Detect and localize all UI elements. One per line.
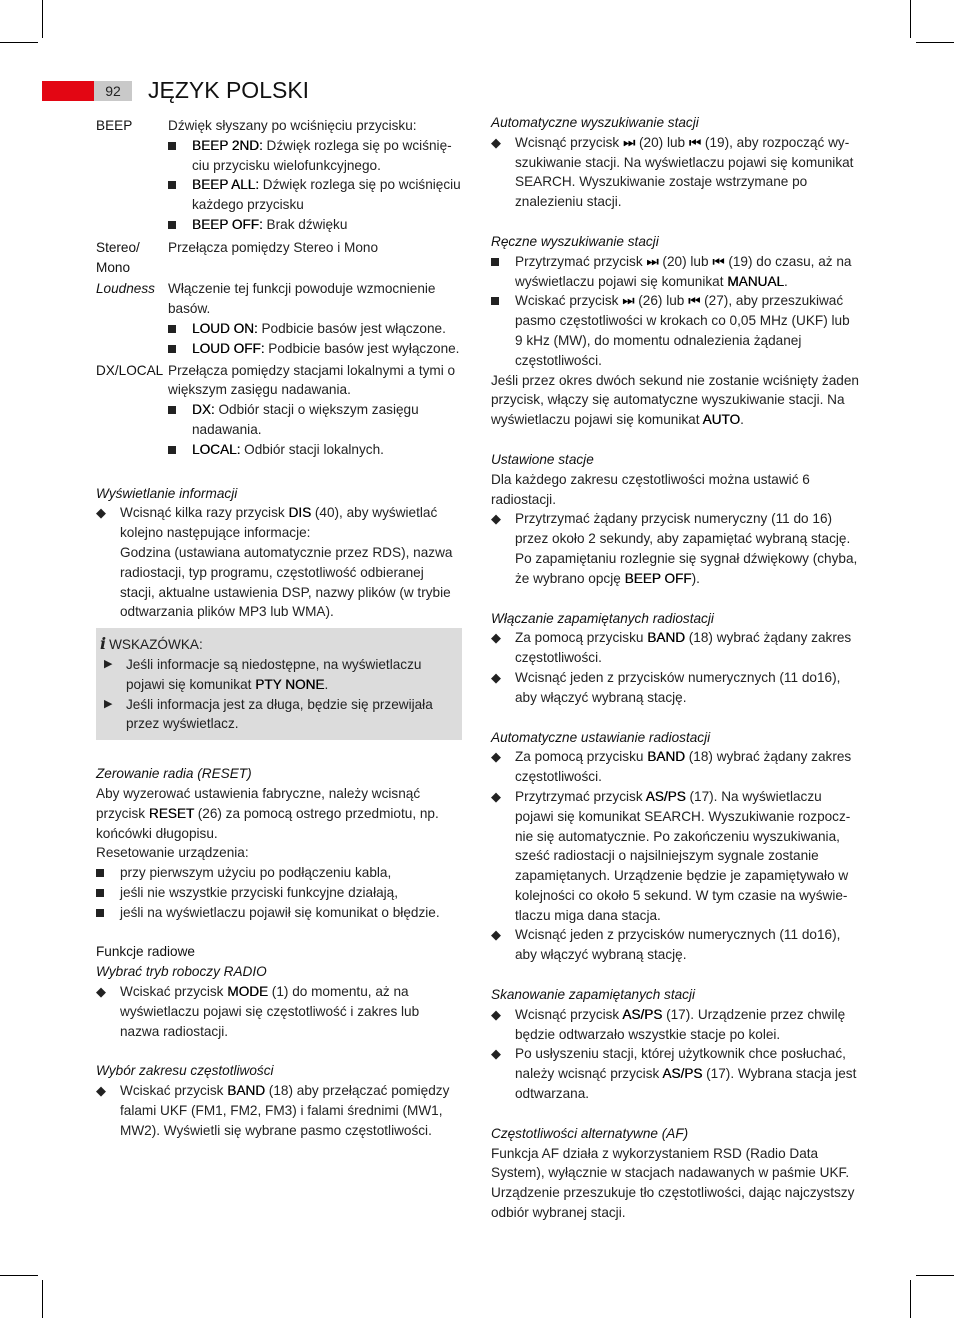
list-item bbox=[491, 252, 859, 292]
crop-mark bbox=[42, 1280, 43, 1318]
item-label: BEEP OFF: bbox=[192, 216, 263, 232]
item-text: . bbox=[324, 676, 329, 692]
para-text: Jeśli przez okres dwóch sekund nie zostanie wciśnięty żaden przycisk, włączy się automatyczne wyszukiwanie stacji. Na wyświetlaczu pojawi się komunikat bbox=[491, 372, 859, 428]
item-text: jeśli na wyświetlaczu pojawił się komunikat o błędzie. bbox=[120, 904, 440, 920]
item-text: ). bbox=[691, 570, 700, 586]
def-term: BEEP bbox=[96, 118, 133, 133]
section-title: Funkcje radiowe bbox=[96, 944, 195, 960]
right-column bbox=[491, 113, 859, 1223]
next-track-icon: ⏭ bbox=[646, 253, 659, 269]
key-label: AS/PS bbox=[622, 1006, 663, 1022]
def-term: DX/LOCAL bbox=[96, 362, 164, 378]
key-label: PTY NONE bbox=[255, 676, 325, 692]
key-label: BEEP OFF bbox=[624, 570, 692, 586]
hint-item bbox=[96, 655, 462, 695]
square-bullet-icon bbox=[491, 291, 511, 311]
item-text: Wcisnąć przycisk bbox=[515, 1006, 623, 1022]
def-term: Loudness bbox=[96, 281, 155, 297]
def-row bbox=[96, 361, 462, 460]
paragraph bbox=[491, 371, 859, 430]
list-item bbox=[168, 440, 462, 460]
square-bullet-icon bbox=[96, 863, 116, 883]
prev-track-icon: ⏮ bbox=[712, 253, 725, 269]
diamond-bullet-icon: ◆ bbox=[491, 927, 501, 943]
item-label: BEEP 2ND: bbox=[192, 137, 263, 153]
item-text: (17). Urządzenie przez chwilę będzie odtwarzało wszystkie stacje po kolei. bbox=[515, 1006, 846, 1042]
diamond-bullet-icon: ◆ bbox=[491, 788, 501, 804]
def-text: Włączenie tej funkcji powoduje wzmocnienie basów. bbox=[168, 281, 436, 317]
key-label: RESET bbox=[148, 805, 194, 821]
section-title: Zerowanie radia (RESET) bbox=[96, 766, 252, 782]
section-title: Wybór zakresu częstotliwości bbox=[96, 1063, 274, 1079]
crop-mark bbox=[910, 0, 911, 38]
item-text: Jeśli informacje są niedostępne, na wyświetlaczu pojawi się komunikat bbox=[126, 656, 422, 692]
item-text: Wciskać przycisk bbox=[515, 293, 623, 309]
list-item bbox=[491, 1044, 859, 1103]
square-bullet-icon bbox=[168, 136, 188, 156]
section-title: Ręczne wyszukiwanie stacji bbox=[491, 233, 659, 249]
square-bullet-icon bbox=[168, 339, 188, 359]
item-text: (20) lub bbox=[635, 134, 689, 150]
square-bullet-icon bbox=[168, 440, 188, 460]
item-text: Przytrzymać żądany przycisk numeryczny (11 do 16) przez około 2 sekundy, aby zapamiętać wybraną stację. Po zapamiętaniu rozlegnie się sygnał dźwiękowy (chyba, że wybrano opcję bbox=[515, 511, 858, 586]
square-bullet-icon bbox=[168, 319, 188, 339]
item-text: (19), aby rozpocząć wyszukiwanie stacji. Na wyświetlaczu pojawi się komunikat SEARCH. Wyszukiwanie zostaje wstrzymane po znalezieniu stacji. bbox=[515, 134, 854, 210]
section-title: Włączanie zapamiętanych radiostacji bbox=[491, 610, 714, 626]
list-item bbox=[491, 747, 859, 787]
item-label: BEEP ALL: bbox=[192, 177, 260, 193]
item-text: Brak dźwięku bbox=[262, 216, 348, 232]
list-item bbox=[491, 291, 859, 370]
list-item bbox=[168, 215, 462, 235]
list-item bbox=[96, 903, 462, 923]
key-label: AS/PS bbox=[662, 1066, 703, 1082]
def-text: Dźwięk słyszany po wciśnięciu przycisku: bbox=[168, 118, 417, 133]
list-item bbox=[168, 400, 462, 440]
def-body bbox=[168, 279, 462, 358]
section-title: Wyświetlanie informacji bbox=[96, 485, 238, 501]
item-text: . bbox=[783, 273, 788, 289]
hint-header bbox=[96, 634, 462, 655]
paragraph bbox=[96, 784, 462, 843]
crop-mark bbox=[910, 1280, 911, 1318]
list-item bbox=[168, 339, 462, 359]
section-title: Częstotliwości alternatywne (AF) bbox=[491, 1125, 689, 1141]
page-number: 92 bbox=[94, 81, 132, 101]
item-text: (18) wybrać żądany zakres częstotliwości. bbox=[515, 630, 852, 666]
list-item bbox=[96, 863, 462, 883]
next-track-icon: ⏭ bbox=[622, 293, 635, 309]
item-text: (17). Na wyświetlaczu pojawi się komunikat SEARCH. Wyszukiwanie rozpocznie się automatycznie. Po zakończeniu wyszukiwania, sześć radiostacji o najsilniejszym sygnale zostanie zapamiętanych. Urządzenie będzie je zapamiętywało w kolejności co około 5 sekund. W tym czasie na wyświetlaczu miga dana stacja. bbox=[515, 788, 851, 923]
paragraph: Dla każdego zakresu częstotliwości można ustawić 6 radiostacji. bbox=[491, 471, 810, 507]
crop-mark bbox=[0, 42, 38, 43]
def-body bbox=[168, 116, 462, 235]
item-text: (18) wybrać żądany zakres częstotliwości. bbox=[515, 749, 852, 785]
item-text: Odbiór stacji lokalnych. bbox=[240, 441, 384, 457]
key-label: DIS bbox=[288, 505, 312, 521]
diamond-bullet-icon: ◆ bbox=[491, 134, 501, 150]
item-text: Przytrzymać przycisk bbox=[515, 253, 647, 269]
def-body bbox=[168, 238, 462, 278]
diamond-bullet-icon: ◆ bbox=[96, 505, 106, 521]
prev-track-icon: ⏮ bbox=[688, 293, 701, 309]
def-row bbox=[96, 238, 462, 278]
list-item bbox=[491, 628, 859, 668]
diamond-bullet-icon: ◆ bbox=[491, 511, 501, 527]
item-text: (20) lub bbox=[658, 253, 713, 269]
item-text: Podbicie basów jest włączone. bbox=[257, 320, 446, 336]
item-label: LOUD OFF: bbox=[192, 340, 265, 356]
para-text: . bbox=[740, 412, 744, 428]
item-text: (40), aby wyświetlać kolejno następujące informacje: bbox=[120, 505, 438, 541]
crop-mark bbox=[0, 1275, 38, 1276]
diamond-bullet-icon: ◆ bbox=[491, 1006, 501, 1022]
prev-track-icon: ⏮ bbox=[688, 134, 702, 150]
square-bullet-icon bbox=[168, 215, 188, 235]
item-label: LOUD ON: bbox=[192, 320, 258, 336]
section-title: Automatyczne wyszukiwanie stacji bbox=[491, 115, 699, 130]
item-text: Odbiór stacji o większym zasięgu nadawania. bbox=[192, 402, 419, 437]
section-title: Skanowanie zapamiętanych stacji bbox=[491, 987, 696, 1003]
list-item bbox=[96, 982, 462, 1041]
item-text: (18) aby przełączać pomiędzy falami UKF (FM1, FM2, FM3) i falami średnimi (MW1, MW2). Wyświetli się wybrane pasmo częstotliwości. bbox=[120, 1083, 450, 1138]
item-text: (17). Wybrana stacja jest odtwarzana. bbox=[515, 1066, 857, 1102]
square-bullet-icon bbox=[168, 400, 188, 420]
square-bullet-icon bbox=[96, 883, 116, 903]
item-text: Dźwięk rozlega się po wciśnięciu przycisku wielofunkcyjnego. bbox=[192, 137, 452, 173]
key-label: MANUAL bbox=[727, 273, 784, 289]
item-text: Przytrzymać przycisk bbox=[515, 788, 646, 804]
key-label: BAND bbox=[647, 749, 685, 765]
item-text: Jeśli informacja jest za długa, będzie się przewijała przez wyświetlacz. bbox=[126, 696, 433, 732]
list-item bbox=[491, 133, 859, 212]
key-label: MODE bbox=[227, 984, 269, 1000]
section-title: Ustawione stacje bbox=[491, 451, 594, 467]
item-text: przy pierwszym użyciu po podłączeniu kabla, bbox=[120, 865, 392, 881]
list-item bbox=[491, 1005, 859, 1045]
square-bullet-icon bbox=[168, 175, 188, 195]
item-extra-text: Godzina (ustawiana automatycznie przez RDS), nazwa radiostacji, typ programu, częstotliwość odbieranej stacji, aktualne ustawienia DSP, nazwy plików (w trybie odtwarzania plików MP3 lub WMA). bbox=[120, 544, 453, 620]
item-text: (26) lub bbox=[634, 293, 689, 309]
item-text: jeśli nie wszystkie przyciski funkcyjne działają, bbox=[120, 884, 399, 900]
def-text: Przełącza pomiędzy Stereo i Mono bbox=[168, 239, 379, 255]
diamond-bullet-icon: ◆ bbox=[491, 630, 501, 646]
diamond-bullet-icon: ◆ bbox=[96, 984, 106, 1000]
item-text: (19) do czasu, aż na wyświetlaczu pojawi się komunikat bbox=[515, 253, 852, 289]
list-item bbox=[96, 503, 462, 622]
left-column bbox=[96, 116, 462, 1141]
def-row bbox=[96, 116, 462, 235]
list-item bbox=[96, 1081, 462, 1140]
item-label: DX: bbox=[192, 402, 215, 418]
next-track-icon: ⏭ bbox=[623, 134, 636, 150]
item-text: Wciskać przycisk bbox=[120, 1083, 228, 1099]
key-label: AUTO bbox=[702, 412, 741, 428]
key-label: AS/PS bbox=[645, 788, 686, 804]
item-text: Wcisnąć jeden z przycisków numerycznych (11 do16), aby włączyć wybraną stację. bbox=[515, 669, 841, 705]
diamond-bullet-icon: ◆ bbox=[491, 669, 501, 685]
para-text: (26) za pomocą ostrego przedmiotu, np. końcówki długopisu. bbox=[96, 805, 439, 841]
list-item bbox=[96, 883, 462, 903]
diamond-bullet-icon: ◆ bbox=[96, 1083, 106, 1099]
item-text: Po usłyszeniu stacji, której użytkownik chce posłuchać, należy wcisnąć przycisk bbox=[515, 1046, 846, 1082]
crop-mark bbox=[916, 42, 954, 43]
item-text: Za pomocą przycisku bbox=[515, 749, 648, 765]
hint-box bbox=[96, 628, 462, 740]
page-heading: JĘZYK POLSKI bbox=[148, 77, 310, 103]
subsection-title: Wybrać tryb roboczy RADIO bbox=[96, 964, 267, 980]
list-item bbox=[168, 319, 462, 339]
key-label: BAND bbox=[647, 630, 685, 646]
list-item bbox=[491, 925, 859, 965]
info-icon: i bbox=[100, 634, 107, 654]
item-text: (27), aby przeszukiwać pasmo częstotliwości w krokach co 0,05 MHz (UKF) lub 9 kHz (MW), do momentu odnalezienia żądanej częstotliwości. bbox=[515, 293, 850, 368]
crop-mark bbox=[916, 1275, 954, 1276]
diamond-bullet-icon: ◆ bbox=[491, 749, 501, 765]
crop-mark bbox=[42, 0, 43, 38]
paragraph: Funkcja AF działa z wykorzystaniem RSD (Radio Data System), wyłącznie w stacjach nadawanych w paśmie UKF. Urządzenie przeszukuje tło częstotliwości, dając najczystszy odbiór wybranej stacji. bbox=[491, 1145, 855, 1221]
hint-title: WSKAZÓWKA: bbox=[109, 637, 203, 653]
item-text: Wcisnąć przycisk bbox=[515, 134, 624, 150]
item-text: Podbicie basów jest wyłączone. bbox=[264, 340, 460, 356]
item-text: Za pomocą przycisku bbox=[515, 630, 648, 646]
item-text: Wcisnąć jeden z przycisków numerycznych (11 do16), aby włączyć wybraną stację. bbox=[515, 927, 841, 963]
def-row bbox=[96, 279, 462, 358]
list-item bbox=[168, 175, 462, 215]
diamond-bullet-icon: ◆ bbox=[491, 1046, 501, 1062]
list-item bbox=[491, 668, 859, 708]
section-title: Automatyczne ustawianie radiostacji bbox=[491, 729, 711, 745]
item-text: Wcisnąć kilka razy przycisk bbox=[120, 505, 289, 521]
hint-item bbox=[96, 695, 462, 735]
triangle-bullet-icon: ▶ bbox=[104, 697, 113, 710]
paragraph: Resetowanie urządzenia: bbox=[96, 845, 249, 861]
def-term: Stereo/ Mono bbox=[96, 239, 140, 275]
square-bullet-icon bbox=[491, 252, 511, 272]
item-text: (1) do momentu, aż na wyświetlaczu pojawi się częstotliwość i zakres lub nazwa radiostacji. bbox=[120, 984, 420, 1039]
def-body bbox=[168, 361, 462, 460]
list-item bbox=[491, 509, 859, 588]
para-text: Aby wyzerować ustawienia fabryczne, należy wcisnąć przycisk bbox=[96, 785, 421, 821]
list-item bbox=[168, 136, 462, 176]
item-label: LOCAL: bbox=[192, 441, 241, 457]
triangle-bullet-icon: ▶ bbox=[104, 657, 113, 670]
item-text: Dźwięk rozlega się po wciśnięciu każdego przycisku bbox=[192, 177, 461, 213]
list-item bbox=[491, 787, 859, 926]
item-text: Wciskać przycisk bbox=[120, 984, 228, 1000]
def-text: Przełącza pomiędzy stacjami lokalnymi a tymi o większym zasięgu nadawania. bbox=[168, 362, 456, 398]
key-label: BAND bbox=[227, 1083, 266, 1099]
square-bullet-icon bbox=[96, 903, 116, 923]
